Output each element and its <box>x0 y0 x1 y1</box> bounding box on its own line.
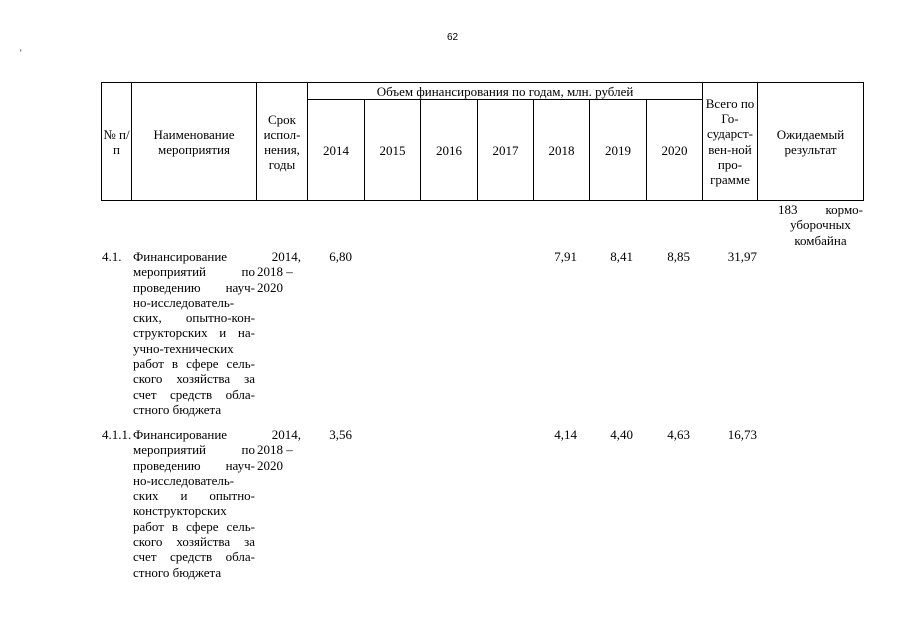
value-2019: 4,40 <box>610 427 633 442</box>
term-line: 2018 – <box>257 442 293 458</box>
header-no: № п/п <box>102 83 132 201</box>
name-line: счет средств обла- <box>133 549 255 565</box>
carryover-line: уборочных <box>790 217 851 233</box>
header-table <box>101 82 864 201</box>
header-year-2020: 2020 <box>647 100 703 201</box>
header-result: Ожидаемый результат <box>758 83 864 201</box>
value-2018: 4,14 <box>554 427 577 442</box>
name-line: работ в сфере сель- <box>133 518 255 534</box>
term-line: 2014, <box>271 249 301 264</box>
value-2020: 4,63 <box>667 427 690 442</box>
name-line: ских и опытно- <box>133 488 255 504</box>
carryover-line: комбайна <box>794 232 847 248</box>
carryover-result <box>778 202 863 248</box>
header-year-2015: 2015 <box>365 100 421 201</box>
value-2014: 6,80 <box>329 249 352 264</box>
value-2019: 8,41 <box>610 249 633 264</box>
name-line: стного бюджета <box>133 401 222 417</box>
row-number: 4.1. <box>102 249 122 264</box>
name-line: проведению науч- <box>133 457 255 473</box>
value-2018: 7,91 <box>554 249 577 264</box>
row-name <box>133 249 255 417</box>
row-name <box>133 427 255 580</box>
name-line: структорских и на- <box>133 325 255 341</box>
row-number: 4.1.1. <box>102 427 132 442</box>
header-funding: Объем финансирования по годам, млн. рублей <box>308 83 703 100</box>
header-total: Всего по Го-сударст-вен-ной про-грамме <box>703 83 758 201</box>
name-line: Финансирование <box>133 249 228 264</box>
value-2020: 8,85 <box>667 249 690 264</box>
name-line: работ в сфере сель- <box>133 356 255 372</box>
header-year-2014: 2014 <box>308 100 365 201</box>
carryover-line: 183 кормо- <box>778 202 863 217</box>
name-line: но-исследователь- <box>133 472 235 488</box>
value-2014: 3,56 <box>329 427 352 442</box>
term-line: 2018 – <box>257 264 293 280</box>
term-line: 2014, <box>271 427 301 442</box>
stray-mark: ' <box>20 48 22 58</box>
row-term <box>257 249 301 295</box>
value-total: 31,97 <box>727 249 757 264</box>
header-name: Наименование мероприятия <box>132 83 257 201</box>
name-line: ского хозяйства за <box>133 534 255 550</box>
row-term <box>257 427 301 473</box>
name-line: мероприятий по <box>133 442 255 458</box>
name-line: конструкторских <box>133 503 227 519</box>
name-line: проведению науч- <box>133 279 255 295</box>
name-line: счет средств обла- <box>133 386 255 402</box>
header-year-2017: 2017 <box>478 100 534 201</box>
name-line: мероприятий по <box>133 264 255 280</box>
header-year-2016: 2016 <box>421 100 478 201</box>
name-line: Финансирование <box>133 427 228 442</box>
header-year-2019: 2019 <box>590 100 647 201</box>
name-line: ских, опытно-кон- <box>133 310 255 326</box>
name-line: но-исследователь- <box>133 294 235 310</box>
term-line: 2020 <box>257 279 283 295</box>
term-line: 2020 <box>257 457 283 473</box>
page-number: 62 <box>446 32 459 43</box>
name-line: учно-технических <box>133 340 234 356</box>
value-total: 16,73 <box>727 427 757 442</box>
header-year-2018: 2018 <box>534 100 590 201</box>
header-term: Срок испол-нения, годы <box>257 83 308 201</box>
name-line: ского хозяйства за <box>133 371 255 387</box>
name-line: стного бюджета <box>133 564 222 580</box>
